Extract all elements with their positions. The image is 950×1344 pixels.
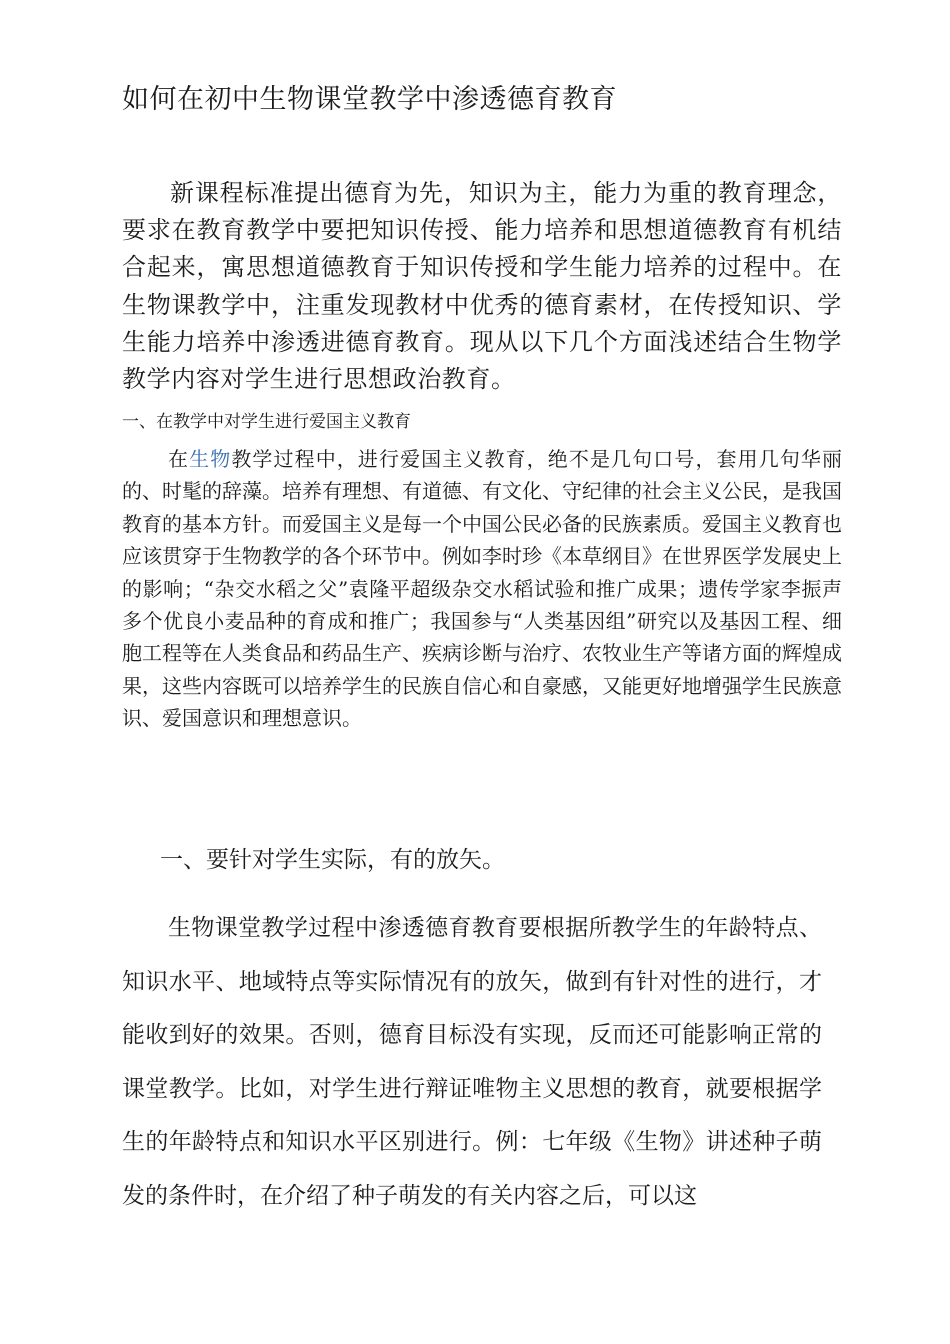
body-rest: 教学过程中，进行爱国主义教育，绝不是几句口号，套用几句华丽的、时髦的辞藻。培养有理想、有道德、有文化、守纪律的社会主义公民，是我国教育的基本方针。而爱国主义是每一个中国公民必备的民族素质。爱国主义教育也应该贯穿于生物教学的各个环节中。例如李时珍《本草纲目》在世界医学发展史上的影响；“杂交水稻之父”袁隆平超级杂交水稻试验和推广成果；遗传学家李振声多个优良小麦品种的育成和推广；我国参与“人类基因组”研究以及基因工程、细胞工程等在人类食品和药品生产、疾病诊断与治疗、农牧业生产等诸方面的辉煌成果，这些内容既可以培养学生的民族自信心和自豪感，又能更好地增强学生民族意识、爱国意识和理想意识。 (122, 447, 843, 731)
intro-paragraph: 新课程标准提出德育为先，知识为主，能力为重的教育理念，要求在教育教学中要把知识传授、能力培养和思想道德教育有机结合起来，寓思想道德教育于知识传授和学生能力培养的过程中。在生物课教学中，注重发现教材中优秀的德育素材，在传授知识、学生能力培养中渗透进德育教育。现从以下几个方面浅述结合生物学教学内容对学生进行思想政治教育。 (122, 179, 842, 394)
biology-link[interactable]: 生物 (189, 447, 232, 471)
section-body-patriotism (122, 443, 842, 735)
document-title: 如何在初中生物课堂教学中渗透德育教育 (122, 84, 617, 115)
section-heading-patriotism: 一、在教学中对学生进行爱国主义教育 (122, 412, 411, 432)
body-prefix: 在 (168, 447, 190, 471)
section-body-targeted: 生物课堂教学过程中渗透德育教育要根据所教学生的年龄特点、知识水平、地域特点等实际情况有的放矢，做到有针对性的进行，才能收到好的效果。否则，德育目标没有实现，反而还可能影响正常的课堂教学。比如，对学生进行辩证唯物主义思想的教育，就要根据学生的年龄特点和知识水平区别进行。例：七年级《生物》讲述种子萌发的条件时，在介绍了种子萌发的有关内容之后，可以这 (122, 915, 822, 1209)
section-heading-targeted: 一、要针对学生实际，有的放矢。 (160, 847, 505, 873)
